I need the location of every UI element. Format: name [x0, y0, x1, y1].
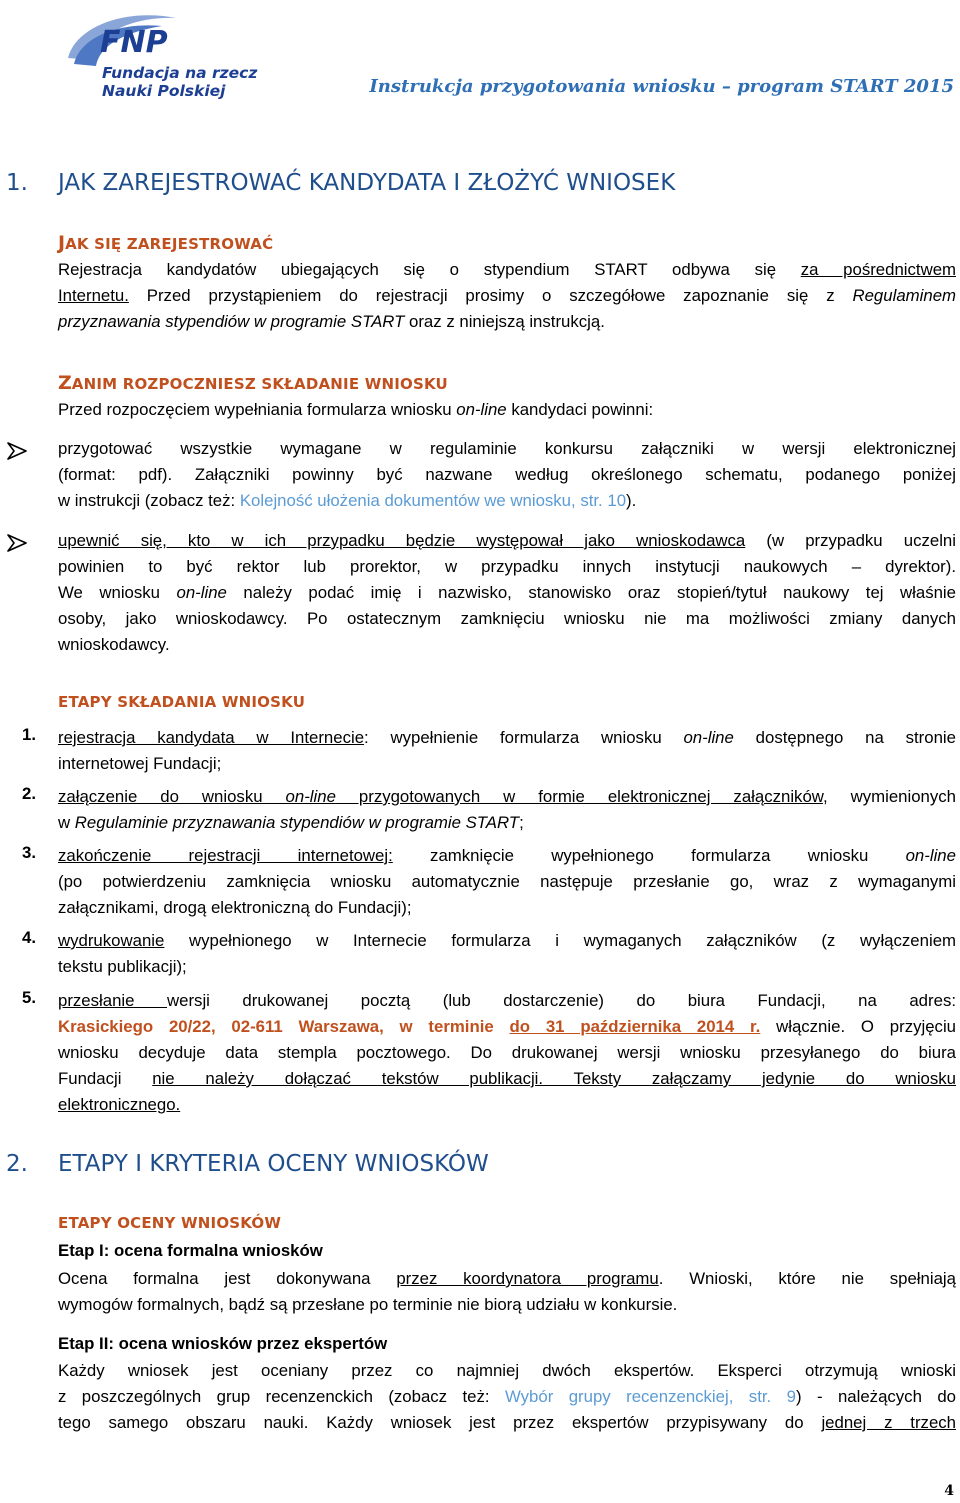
registration-heading: JAK SIĘ ZAREJESTROWAĆ	[58, 232, 274, 254]
stage-1: rejestracja kandydata w Internecie: wypełnienie formularza wniosku on-line dostępnego na stronie internetowej Fundacji;	[58, 728, 956, 773]
page-number: 4	[944, 1483, 954, 1499]
bullet-arrow-icon	[6, 442, 28, 460]
bullet-applicant: upewnić się, kto w ich przypadku będzie występował jako wnioskodawca (w przypadku uczelni powinien to być rektor lub prorektor, w przypadku innych instytucji naukowych – dyrektor). We wniosku on-line należy podać imię i nazwisko, stanowisko oraz stopień/tytuł naukowy tej właśnie osoby, jako wnioskodawcy. Po ostatecznym zamknięciu wniosku nie ma możliwości zmiany danych wnioskodawcy.	[58, 531, 956, 654]
stage-2-title: Etap II: ocena wniosków przez ekspertów	[58, 1334, 388, 1353]
registration-paragraph: Rejestracja kandydatów ubiegających się o stypendium START odbywa się za pośrednictwem Internetu. Przed przystąpieniem do rejestracji prosimy o szczegółowe zapoznanie się z Regulaminem przyznawania stypendiów w programie START oraz z niniejszą instrukcją.	[58, 260, 957, 331]
expert-evaluation-paragraph: Każdy wniosek jest oceniany przez co najmniej dwóch ekspertów. Eksperci otrzymują wnioski z poszczególnych grup recenzenckich (zobacz też: Wybór grupy recenzenckiej, str. 9) - należących do tego samego obszaru nauki. Każdy wniosek jest przez ekspertów przypisywany do jednej z trzech	[58, 1361, 957, 1432]
stage-2: załączenie do wniosku on-line przygotowanych w formie elektronicznej załączników, wymienionych w Regulaminie przyznawania stypendiów w programie START;	[58, 787, 957, 832]
before-start-intro: Przed rozpoczęciem wypełniania formularza wniosku on-line kandydaci powinni:	[58, 400, 654, 419]
bullet-arrow-icon	[6, 534, 28, 552]
stages-heading: ETAPY SKŁADANIA WNIOSKU	[58, 693, 306, 711]
bullet-attachments: przygotować wszystkie wymagane w regulaminie konkursu załączniki w wersji elektronicznej (format: pdf). Załączniki powinny być nazwane według określonego schematu, podanego poniżej w instrukcji (zobacz też: Kolejność ułożenia dokumentów we wniosku, str. 10).	[58, 439, 956, 510]
stage-5: przesłanie wersji drukowanej pocztą (lub dostarczenie) do biura Fundacji, na adres: Krasickiego 20/22, 02-611 Warszawa, w terminie do 31 października 2014 r. włącznie. O przyjęciu wniosku decyduje data stempla pocztowego. Do drukowanej wersji wniosku przesyłanego do biura Fundacji nie należy dołączać tekstów publikacji. Teksty załączamy jedynie do wniosku elektronicznego.	[58, 991, 957, 1114]
link-review-group[interactable]: Wybór grupy recenzenckiej, str. 9	[504, 1387, 796, 1406]
section-2-heading: 2. ETAPY I KRYTERIA OCENY WNIOSKÓW	[6, 1151, 489, 1177]
section-1-heading: 1. JAK ZAREJESTROWAĆ KANDYDATA I ZŁOŻYĆ WNIOSEK	[6, 170, 676, 196]
stage-1-title: Etap I: ocena formalna wniosków	[58, 1241, 323, 1260]
document-page: FNP Fundacja na rzecz Nauki Polskiej Instrukcja przygotowania wniosku – program START 2015 1. JAK ZAREJESTROWAĆ KANDYDATA I ZŁOŻYĆ WNIOSEK JAK SIĘ ZAREJESTROWAĆ Rejestracja kandydatów ubiegających się o stypendium START odbywa się za pośrednictwem Internetu. Przed przystąpieniem do rejestracji prosimy o szczegółowe zapoznanie się z Regulaminem przyznawania stypendiów w programie START oraz z niniejszą instrukcją. ZANIM ROZPOCZNIESZ SKŁADANIE WNIOSKU Przed rozpoczęciem wypełniania formularza wniosku on-line kandydaci powinni: przygotować wszystkie wymagane w regulaminie konkursu załączniki w wersji elektronicznej (format: pdf). Załączniki powinny być nazwane według określonego schematu, podanego poniżej w instrukcji (zobacz też: Kolejność ułożenia dokumentów we wniosku, str. 10). upewnić się, kto w ich przypadku będzie występował jako wnioskodawca (w przypadku uczelni powinien to być rektor lub prorektor, w przypadku innych instytucji naukowych – dyrektor). We wniosku on-line należy podać imię i nazwisko, stanowisko oraz stopień/tytuł naukowy tej właśnie osoby, jako wnioskodawcy. Po ostatecznym zamknięciu wniosku nie ma możliwości zmiany danych wnioskodawcy. ETAPY SKŁADANIA WNIOSKU 1. rejestracja kandydata w Internecie: wypełnienie formularza wniosku on-line dostępnego na stronie internetowej Fundacji; 2. załączenie do wniosku on-line przygotowanych w formie elektronicznej załączników, wymienionych w Regulaminie przyznawania stypendiów w programie START; 3. zakończenie rejestracji internetowej: zamknięcie wypełnionego formularza wniosku on-line (po potwierdzeniu zamknięcia wniosku automatycznie następuje przesłanie go, wraz z wymaganymi załącznikami, drogą elektroniczną do Fundacji); 4. wydrukowanie wypełnionego w Internecie formularza i wymaganych załączników (z wyłączeniem tekstu publikacji); 5. przesłanie wersji drukowanej pocztą (lub dostarczenie) do biura Fundacji, na adres: Krasickiego 20/22, 02-611 Warszawa, w terminie do 31 października 2014 r. włącznie. O przyjęciu wniosku decyduje data stempla pocztowego. Do drukowanej wersji wniosku przesyłanego do biura Fundacji nie należy dołączać tekstów publikacji. Teksty załączamy jedynie do wniosku elektronicznego. 2. ETAPY I KRYTERIA OCENY WNIOSKÓW ETAPY OCENY WNIOSKÓW Etap I: ocena formalna wniosków Ocena formalna jest dokonywana przez koordynatora programu. Wnioski, które nie spełniają wymogów formalnych, bądź są przesłane po terminie nie biorą udziału w konkursie. Etap II: ocena wniosków przez ekspertów Każdy wniosek jest oceniany przez co najmniej dwóch ekspertów. Eksperci otrzymują wnioski z poszczególnych grup recenzenckich (zobacz też: Wybór grupy recenzenckiej, str. 9) - należących do tego samego obszaru nauki. Każdy wniosek jest przez ekspertów przypisywany do jednej z trzech 4	[0, 0, 960, 1503]
stage-3: zakończenie rejestracji internetowej: zamknięcie wypełnionego formularza wniosku on-line (po potwierdzeniu zamknięcia wniosku automatycznie następuje przesłanie go, wraz z wymaganymi załącznikami, drogą elektroniczną do Fundacji);	[58, 846, 956, 917]
document-title: Instrukcja przygotowania wniosku – program START 2015	[369, 76, 954, 97]
formal-evaluation-paragraph: Ocena formalna jest dokonywana przez koordynatora programu. Wnioski, które nie spełniają wymogów formalnych, bądź są przesłane po terminie nie biorą udziału w konkursie.	[58, 1269, 956, 1314]
logo-text: Fundacja na rzecz Nauki Polskiej	[102, 64, 258, 100]
stage-4: wydrukowanie wypełnionego w Internecie formularza i wymaganych załączników (z wyłączeniem tekstu publikacji);	[58, 931, 956, 976]
before-start-heading: ZANIM ROZPOCZNIESZ SKŁADANIE WNIOSKU	[58, 372, 448, 394]
evaluation-stages-heading: ETAPY OCENY WNIOSKÓW	[58, 1214, 282, 1232]
link-document-order[interactable]: Kolejność ułożenia dokumentów we wniosku, str. 10	[239, 491, 627, 510]
logo-letters: FNP	[100, 25, 168, 60]
